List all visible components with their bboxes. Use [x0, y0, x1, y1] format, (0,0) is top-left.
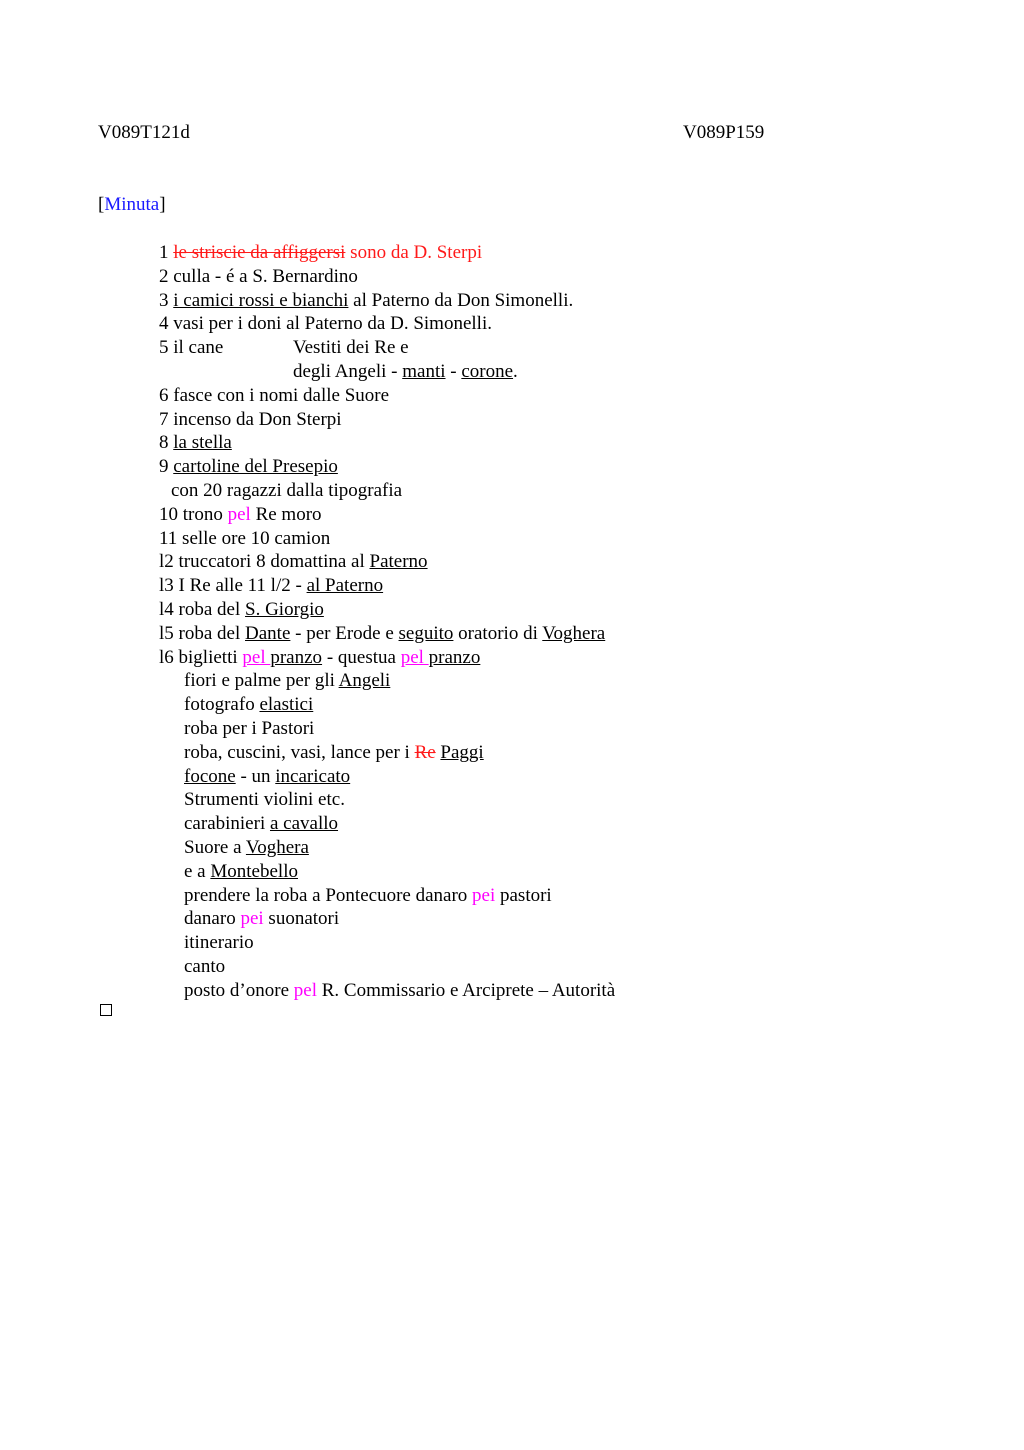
sub-item	[159, 669, 939, 693]
list-item	[159, 336, 939, 360]
sub-item	[159, 836, 939, 860]
text: pastori	[495, 884, 552, 906]
list-item	[159, 622, 939, 646]
underlined-text: seguito	[398, 622, 454, 644]
underlined-text: incaricato	[275, 765, 351, 787]
text: R. Commissario e Arciprete – Autorità	[316, 979, 616, 1001]
underlined-text: elastici	[259, 694, 314, 716]
underlined-text: focone	[184, 765, 236, 787]
document-code-left: V089T121d	[98, 122, 190, 143]
text: fotografo	[184, 694, 260, 716]
item-number: 3	[159, 289, 174, 311]
underlined-text: pranzo	[270, 646, 323, 668]
list-item: 11 selle ore 10 camion	[159, 527, 331, 549]
underlined-text: Paggi	[440, 741, 484, 763]
list-item	[159, 598, 939, 622]
underlined-text: Angeli	[338, 670, 391, 692]
list-item	[159, 455, 939, 479]
text: l2 truccatori 8 domattina al	[159, 551, 370, 573]
tag-bracket-open: [	[98, 194, 105, 215]
text: 5 il cane	[159, 337, 224, 359]
text: Re moro	[250, 503, 322, 525]
list-item	[159, 241, 939, 265]
list-item: 7 incenso da Don Sterpi	[159, 408, 342, 430]
text: al Paterno da Don Simonelli.	[348, 289, 574, 311]
text: degli Angeli -	[293, 360, 403, 382]
tag-bracket-close: ]	[159, 194, 166, 215]
text: l3 I Re alle 11 l/2 -	[159, 575, 307, 597]
text: - un	[235, 765, 276, 787]
sub-item	[159, 907, 939, 931]
underlined-text: S. Giorgio	[245, 598, 324, 620]
tag-label: Minuta	[104, 194, 160, 215]
list-item	[159, 503, 939, 527]
sub-item: roba per i Pastori	[184, 717, 315, 739]
underlined-text: Dante	[245, 622, 291, 644]
highlighted-text: pel	[242, 646, 271, 668]
text: fiori e palme per gli	[184, 670, 339, 692]
text: l4 roba del	[159, 598, 246, 620]
item-number: 9	[159, 456, 174, 478]
text: l6 biglietti	[159, 646, 243, 668]
underlined-text: Paterno	[369, 551, 428, 573]
sub-item	[159, 860, 939, 884]
highlighted-text: pei	[472, 884, 496, 906]
highlighted-text: pel	[400, 646, 429, 668]
deleted-text: sono da D. Sterpi	[345, 242, 483, 263]
list-item-continuation	[159, 360, 939, 384]
underlined-text: la stella	[173, 432, 232, 454]
sub-item	[159, 812, 939, 836]
list-item	[159, 574, 939, 598]
list-item: 6 fasce con i nomi dalle Suore	[159, 384, 390, 406]
text: posto d’onore	[184, 979, 294, 1001]
note-list	[159, 241, 939, 1003]
sub-item	[159, 693, 939, 717]
sub-item: canto	[184, 955, 226, 977]
text: 10 trono	[159, 503, 228, 525]
text: danaro	[184, 908, 241, 930]
sub-item: Strumenti violini etc.	[184, 789, 345, 811]
sub-item	[159, 979, 939, 1003]
struck-text: Re	[414, 741, 436, 763]
underlined-text: manti	[402, 360, 446, 382]
text: .	[513, 360, 518, 382]
sub-item	[159, 884, 939, 908]
text: roba, cuscini, vasi, lance per i	[184, 741, 415, 763]
highlighted-text: pei	[240, 908, 264, 930]
item-number: 1	[159, 242, 174, 263]
sub-item	[159, 741, 939, 765]
underlined-text: al Paterno	[306, 575, 384, 597]
list-item	[159, 431, 939, 455]
underlined-text: pranzo	[428, 646, 481, 668]
underlined-text: i camici rossi e bianchi	[173, 289, 349, 311]
text: -	[445, 360, 462, 382]
text: prendere la roba a Pontecuore danaro	[184, 884, 473, 906]
highlighted-text: pel	[227, 503, 251, 525]
checkbox-square-icon	[100, 1004, 112, 1016]
list-item	[159, 646, 939, 670]
list-item-continuation: con 20 ragazzi dalla tipografia	[171, 479, 403, 501]
underlined-text: a cavallo	[269, 813, 339, 835]
list-item	[159, 289, 939, 313]
text: - questua	[322, 646, 401, 668]
text: oratorio di	[453, 622, 543, 644]
text: suonatori	[263, 908, 340, 930]
text: l5 roba del	[159, 622, 246, 644]
list-item	[159, 550, 939, 574]
underlined-text: Montebello	[210, 860, 298, 882]
document-code-right: V089P159	[683, 122, 765, 143]
underlined-text: Voghera	[245, 836, 309, 858]
underlined-text: Voghera	[542, 622, 606, 644]
document-type-tag	[98, 194, 166, 216]
text: e a	[184, 860, 211, 882]
struck-text: le striscie da affiggersi	[173, 242, 346, 263]
highlighted-text: pel	[293, 979, 317, 1001]
sub-item	[159, 765, 939, 789]
sub-item: itinerario	[184, 932, 254, 954]
item-number: 8	[159, 432, 174, 454]
text: carabinieri	[184, 813, 270, 835]
second-column-text: Vestiti dei Re e	[293, 337, 409, 359]
underlined-text: corone	[461, 360, 514, 382]
underlined-text: cartoline del Presepio	[173, 456, 338, 478]
text: - per Erode e	[290, 622, 399, 644]
text: Suore a	[184, 836, 246, 858]
list-item: 4 vasi per i doni al Paterno da D. Simonelli.	[159, 313, 492, 335]
list-item: 2 culla - é a S. Bernardino	[159, 265, 358, 287]
